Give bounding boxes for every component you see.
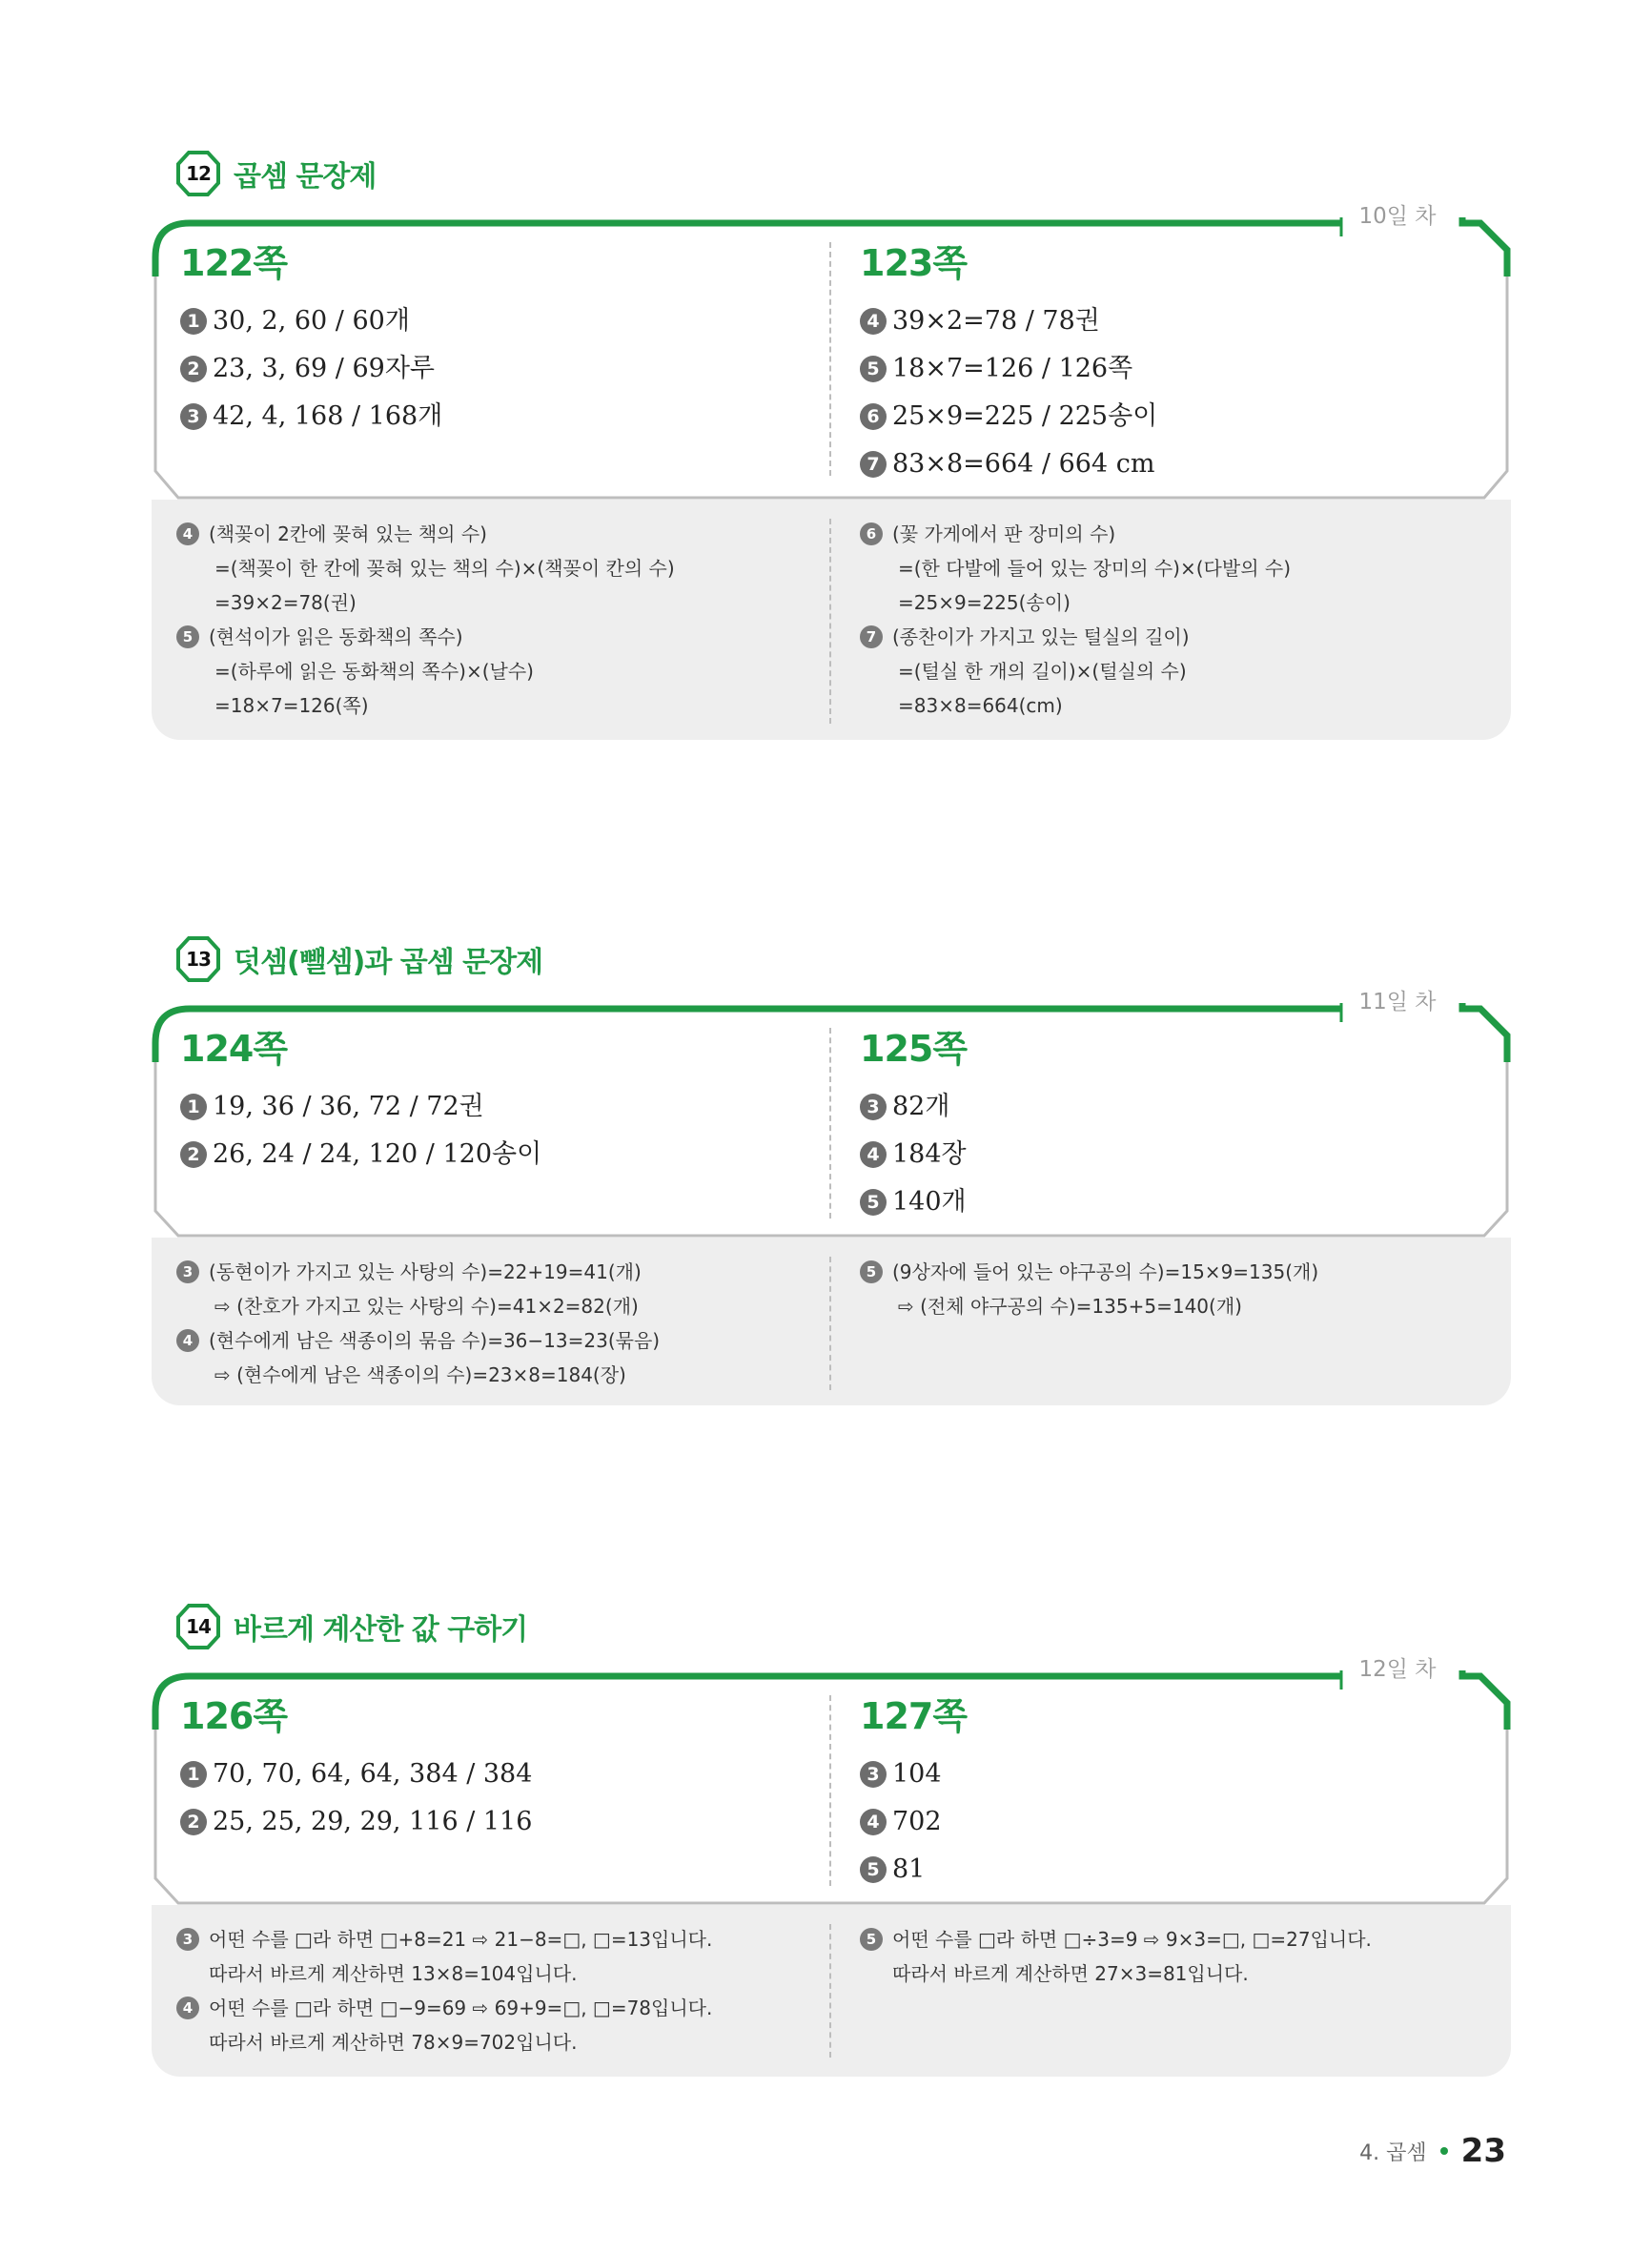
- explanation-line: [176, 1991, 712, 2025]
- answer-text: 140개: [892, 1187, 967, 1217]
- page-footer: [1359, 2132, 1506, 2170]
- explanation-line: [176, 1358, 660, 1392]
- column-divider: [829, 1695, 831, 1886]
- column-divider: [829, 242, 831, 476]
- section-number-badge: [176, 1604, 220, 1649]
- answer-text: 81: [892, 1854, 926, 1884]
- answer-number: 3: [860, 1761, 887, 1788]
- answer-text: 39×2=78 / 78권: [892, 306, 1100, 336]
- section-header: [176, 934, 542, 984]
- answer-number: 5: [860, 1856, 887, 1883]
- section-number-badge: [176, 936, 220, 982]
- page-number: 123쪽: [860, 242, 968, 284]
- answer-item: [860, 1178, 967, 1226]
- answer-item: [180, 1798, 532, 1846]
- section-title: 덧셈(뺄셈)과 곱셈 문장제: [234, 946, 543, 979]
- answer-number: 1: [180, 1094, 207, 1120]
- explanation-text: 어떤 수를 □라 하면 □÷3=9 ⇨ 9×3=□, □=27입니다.: [892, 1928, 1372, 1951]
- explanation-text: 어떤 수를 □라 하면 □+8=21 ⇨ 21−8=□, □=13입니다.: [209, 1928, 713, 1951]
- explanation-line: [860, 620, 1291, 654]
- explanation-line: [176, 1255, 660, 1289]
- answer-number: 3: [860, 1094, 887, 1120]
- chapter-label: 4. 곱셈: [1359, 2140, 1427, 2165]
- explanation-number: 4: [176, 1997, 199, 2019]
- answer-number: 2: [180, 356, 207, 382]
- footer-dot: [1440, 2147, 1448, 2155]
- explanation-text: (꽃 가게에서 판 장미의 수): [892, 522, 1116, 545]
- answer-number: 5: [860, 356, 887, 382]
- explanation-line: [176, 1922, 712, 1956]
- answer-item: [860, 393, 1157, 440]
- left-column: [180, 1695, 532, 1846]
- answer-text: 23, 3, 69 / 69자루: [213, 354, 436, 383]
- section-number-badge: [176, 151, 220, 196]
- page-number: 124쪽: [180, 1028, 288, 1070]
- explanation-number: 5: [860, 1928, 883, 1951]
- explanation-text: 따라서 바르게 계산하면 78×9=702입니다.: [209, 2031, 578, 2054]
- answer-number: 2: [180, 1809, 207, 1835]
- explanation-number: 5: [860, 1260, 883, 1283]
- answer-item: [180, 393, 442, 440]
- explanation-line: [176, 1323, 660, 1358]
- answer-text: 104: [892, 1759, 942, 1789]
- explanation-text: (동현이가 가지고 있는 사탕의 수)=22+19=41(개): [209, 1260, 642, 1283]
- explanation-number: 7: [860, 625, 883, 648]
- page-number: 127쪽: [860, 1695, 968, 1737]
- explanation-text: ⇨ (현수에게 남은 색종이의 수)=23×8=184(장): [214, 1363, 626, 1386]
- answer-item: [860, 1751, 967, 1798]
- answer-number: 4: [860, 308, 887, 335]
- answer-item: [860, 345, 1157, 393]
- left-explanations: [176, 1922, 712, 2059]
- explanation-text: =83×8=664(cm): [898, 694, 1063, 717]
- explanation-text: 어떤 수를 □라 하면 □−9=69 ⇨ 69+9=□, □=78입니다.: [209, 1997, 713, 2019]
- right-column: [860, 1695, 967, 1894]
- answer-text: 184장: [892, 1139, 967, 1169]
- answer-item: [860, 297, 1157, 345]
- explanation-line: [176, 620, 675, 654]
- explanation-line: [176, 654, 675, 688]
- explanation-line: [176, 1956, 712, 1991]
- answer-text: 82개: [892, 1092, 950, 1121]
- explanation-text: =18×7=126(쪽): [214, 694, 369, 717]
- explanation-text: ⇨ (찬호가 가지고 있는 사탕의 수)=41×2=82(개): [214, 1295, 639, 1318]
- explanation-text: =(한 다발에 들어 있는 장미의 수)×(다발의 수): [898, 557, 1291, 580]
- answer-number: 1: [180, 1761, 207, 1788]
- explanation-text: (현수에게 남은 색종이의 묶음 수)=36−13=23(묶음): [209, 1329, 661, 1352]
- explanation-line: [860, 1255, 1318, 1289]
- answer-number: 6: [860, 403, 887, 430]
- answer-text: 702: [892, 1807, 942, 1836]
- left-column: [180, 242, 442, 440]
- answer-text: 30, 2, 60 / 60개: [213, 306, 410, 336]
- section-title: 곱셈 문장제: [234, 160, 377, 194]
- answer-text: 18×7=126 / 126쪽: [892, 354, 1133, 383]
- footer-page-number: 23: [1460, 2132, 1506, 2170]
- answer-item: [180, 1131, 541, 1178]
- answer-number: 1: [180, 308, 207, 335]
- answer-text: 83×8=664 / 664 cm: [892, 449, 1155, 479]
- section-title: 바르게 계산한 값 구하기: [234, 1613, 528, 1647]
- explanation-text: =39×2=78(권): [214, 591, 357, 614]
- answer-number: 2: [180, 1141, 207, 1168]
- answer-item: [180, 345, 442, 393]
- right-column: [860, 1028, 967, 1226]
- explanation-number: 4: [176, 1329, 199, 1352]
- explanation-text: (종찬이가 가지고 있는 털실의 길이): [892, 625, 1190, 648]
- answer-item: [180, 297, 442, 345]
- answer-item: [860, 1131, 967, 1178]
- day-label: 10일 차: [1358, 204, 1437, 229]
- answer-number: 3: [180, 403, 207, 430]
- answer-number: 7: [860, 451, 887, 478]
- day-label: 12일 차: [1358, 1657, 1437, 1682]
- explanation-text: (현석이가 읽은 동화책의 쪽수): [209, 625, 463, 648]
- day-label: 11일 차: [1358, 990, 1437, 1014]
- explanation-text: =(책꽂이 한 칸에 꽂혀 있는 책의 수)×(책꽂이 칸의 수): [214, 557, 675, 580]
- explanation-text: =25×9=225(송이): [898, 591, 1071, 614]
- explanation-number: 4: [176, 522, 199, 545]
- explanation-text: =(하루에 읽은 동화책의 쪽수)×(날수): [214, 660, 534, 683]
- right-explanations: [860, 1922, 1372, 1991]
- explanation-line: [176, 1289, 660, 1323]
- page-number: 126쪽: [180, 1695, 288, 1737]
- explanation-text: ⇨ (전체 야구공의 수)=135+5=140(개): [898, 1295, 1242, 1318]
- explanation-text: (9상자에 들어 있는 야구공의 수)=15×9=135(개): [892, 1260, 1319, 1283]
- answer-item: [860, 1083, 967, 1131]
- explanation-line: [860, 1922, 1372, 1956]
- explanation-line: [860, 517, 1291, 551]
- explanation-line: [860, 585, 1291, 620]
- right-column: [860, 242, 1157, 488]
- answer-text: 25, 25, 29, 29, 116 / 116: [213, 1807, 533, 1836]
- explanation-line: [860, 1289, 1318, 1323]
- explanation-number: 5: [176, 625, 199, 648]
- left-explanations: [176, 1255, 660, 1392]
- explanation-line: [860, 1956, 1372, 1991]
- section-header: [176, 149, 376, 198]
- explanation-text: 따라서 바르게 계산하면 27×3=81입니다.: [892, 1962, 1249, 1985]
- answer-item: [180, 1751, 532, 1798]
- right-explanations: [860, 1255, 1318, 1323]
- explanation-line: [860, 551, 1291, 585]
- page-number: 122쪽: [180, 242, 288, 284]
- left-explanations: [176, 517, 675, 723]
- explanation-line: [176, 517, 675, 551]
- column-divider: [829, 1257, 831, 1390]
- answer-text: 25×9=225 / 225송이: [892, 401, 1158, 431]
- explanation-line: [860, 654, 1291, 688]
- explanation-line: [176, 585, 675, 620]
- left-column: [180, 1028, 541, 1178]
- section-number: 12: [186, 162, 211, 185]
- answer-item: [860, 440, 1157, 488]
- right-explanations: [860, 517, 1291, 723]
- answer-text: 70, 70, 64, 64, 384 / 384: [213, 1759, 533, 1789]
- answer-text: 26, 24 / 24, 120 / 120송이: [213, 1139, 542, 1169]
- explanation-text: 따라서 바르게 계산하면 13×8=104입니다.: [209, 1962, 578, 1985]
- column-divider: [829, 1028, 831, 1219]
- explanation-text: (책꽂이 2칸에 꽂혀 있는 책의 수): [209, 522, 487, 545]
- explanation-text: =(털실 한 개의 길이)×(털실의 수): [898, 660, 1187, 683]
- page-number: 125쪽: [860, 1028, 968, 1070]
- section-number: 14: [186, 1615, 211, 1638]
- answer-text: 42, 4, 168 / 168개: [213, 401, 443, 431]
- answer-item: [860, 1846, 967, 1894]
- section-header: [176, 1602, 527, 1651]
- explanation-line: [176, 2025, 712, 2059]
- explanation-line: [176, 688, 675, 723]
- answer-item: [860, 1798, 967, 1846]
- answer-number: 4: [860, 1141, 887, 1168]
- answer-text: 19, 36 / 36, 72 / 72권: [213, 1092, 484, 1121]
- answer-number: 5: [860, 1189, 887, 1216]
- section-number: 13: [186, 948, 211, 971]
- explanation-number: 3: [176, 1928, 199, 1951]
- answer-number: 4: [860, 1809, 887, 1835]
- column-divider: [829, 519, 831, 724]
- explanation-number: 3: [176, 1260, 199, 1283]
- answer-item: [180, 1083, 541, 1131]
- explanation-number: 6: [860, 522, 883, 545]
- column-divider: [829, 1924, 831, 2058]
- explanation-line: [860, 688, 1291, 723]
- explanation-line: [176, 551, 675, 585]
